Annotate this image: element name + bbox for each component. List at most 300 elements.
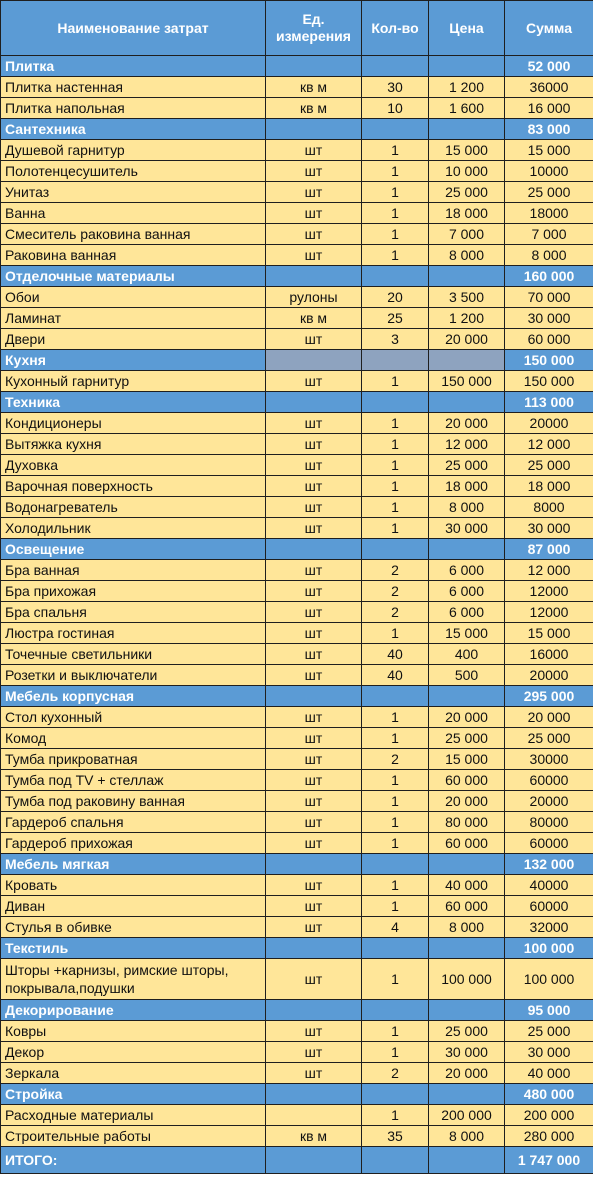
item-unit: шт (266, 707, 362, 728)
item-sum: 10000 (505, 161, 593, 182)
table-row (1, 581, 593, 602)
table-row (1, 497, 593, 518)
item-unit: шт (266, 770, 362, 791)
item-qty: 3 (362, 329, 429, 350)
item-unit: шт (266, 833, 362, 854)
category-title: Мебель корпусная (1, 686, 266, 707)
table-row (1, 287, 593, 308)
item-sum: 8 000 (505, 245, 593, 266)
item-name: Расходные материалы (1, 1105, 266, 1126)
category-total: 160 000 (505, 266, 593, 287)
category-total: 95 000 (505, 1000, 593, 1021)
item-sum: 12000 (505, 581, 593, 602)
item-qty: 1 (362, 896, 429, 917)
item-price: 8 000 (429, 1126, 505, 1147)
category-total: 132 000 (505, 854, 593, 875)
item-qty: 1 (362, 875, 429, 896)
item-name: Варочная поверхность (1, 476, 266, 497)
category-title: Плитка (1, 56, 266, 77)
table-row (1, 203, 593, 224)
item-name: Кондиционеры (1, 413, 266, 434)
header-row (1, 1, 593, 56)
item-qty: 1 (362, 497, 429, 518)
item-sum: 60000 (505, 833, 593, 854)
item-price: 30 000 (429, 1042, 505, 1063)
item-price: 60 000 (429, 833, 505, 854)
blank-cell (266, 1000, 362, 1021)
category-title: Декорирование (1, 1000, 266, 1021)
blank-cell (429, 392, 505, 413)
item-qty: 1 (362, 476, 429, 497)
category-total: 100 000 (505, 938, 593, 959)
table-row (1, 875, 593, 896)
table-row (1, 707, 593, 728)
table-row (1, 665, 593, 686)
item-sum: 12 000 (505, 560, 593, 581)
item-name: Плитка напольная (1, 98, 266, 119)
item-sum: 280 000 (505, 1126, 593, 1147)
item-sum: 20000 (505, 665, 593, 686)
item-sum: 70 000 (505, 287, 593, 308)
item-sum: 7 000 (505, 224, 593, 245)
blank-cell (362, 1000, 429, 1021)
item-name: Обои (1, 287, 266, 308)
item-sum: 32000 (505, 917, 593, 938)
blank-cell (429, 56, 505, 77)
item-price: 1 200 (429, 308, 505, 329)
blank-cell (266, 1084, 362, 1105)
item-qty: 1 (362, 455, 429, 476)
blank-cell (362, 119, 429, 140)
item-unit: шт (266, 896, 362, 917)
item-unit: шт (266, 161, 362, 182)
item-price: 15 000 (429, 623, 505, 644)
table-row (1, 1063, 593, 1084)
blank-cell (362, 56, 429, 77)
table-row (1, 77, 593, 98)
table-row (1, 434, 593, 455)
item-name: Смеситель раковина ванная (1, 224, 266, 245)
item-sum: 60000 (505, 770, 593, 791)
item-unit: шт (266, 665, 362, 686)
blank-cell (362, 392, 429, 413)
item-unit: шт (266, 623, 362, 644)
blank-cell (362, 1147, 429, 1174)
item-price: 150 000 (429, 371, 505, 392)
category-title: Отделочные материалы (1, 266, 266, 287)
item-qty: 2 (362, 749, 429, 770)
item-name: Кровать (1, 875, 266, 896)
blank-cell (362, 854, 429, 875)
item-price: 6 000 (429, 560, 505, 581)
item-name: Душевой гарнитур (1, 140, 266, 161)
item-price: 20 000 (429, 413, 505, 434)
category-row (1, 119, 593, 140)
item-sum: 40 000 (505, 1063, 593, 1084)
table-row (1, 1105, 593, 1126)
table-row (1, 917, 593, 938)
item-unit: кв м (266, 1126, 362, 1147)
table-row (1, 791, 593, 812)
item-name: Точечные светильники (1, 644, 266, 665)
item-qty: 1 (362, 833, 429, 854)
table-row (1, 728, 593, 749)
item-qty: 1 (362, 623, 429, 644)
table-row (1, 560, 593, 581)
table-row (1, 602, 593, 623)
item-qty: 25 (362, 308, 429, 329)
category-title: Стройка (1, 1084, 266, 1105)
category-row (1, 392, 593, 413)
item-unit: шт (266, 728, 362, 749)
table-row (1, 98, 593, 119)
item-unit: шт (266, 959, 362, 1000)
category-total: 150 000 (505, 350, 593, 371)
item-name: Ванна (1, 203, 266, 224)
item-sum: 8000 (505, 497, 593, 518)
item-qty: 1 (362, 812, 429, 833)
item-price: 15 000 (429, 749, 505, 770)
item-price: 25 000 (429, 455, 505, 476)
blank-cell (266, 854, 362, 875)
item-unit (266, 1105, 362, 1126)
table-row (1, 770, 593, 791)
item-unit: рулоны (266, 287, 362, 308)
category-title: Текстиль (1, 938, 266, 959)
item-price: 1 600 (429, 98, 505, 119)
item-name: Гардероб спальня (1, 812, 266, 833)
blank-cell (429, 350, 505, 371)
item-unit: шт (266, 791, 362, 812)
blank-cell (362, 539, 429, 560)
table-row (1, 140, 593, 161)
table-row (1, 308, 593, 329)
item-name: Бра ванная (1, 560, 266, 581)
blank-cell (429, 1084, 505, 1105)
item-unit: шт (266, 1042, 362, 1063)
item-price: 15 000 (429, 140, 505, 161)
item-price: 8 000 (429, 917, 505, 938)
item-unit: шт (266, 518, 362, 539)
table-row (1, 413, 593, 434)
blank-cell (362, 1084, 429, 1105)
item-name: Бра прихожая (1, 581, 266, 602)
item-unit: кв м (266, 77, 362, 98)
item-price: 3 500 (429, 287, 505, 308)
item-qty: 1 (362, 245, 429, 266)
item-sum: 15 000 (505, 140, 593, 161)
item-qty: 1 (362, 224, 429, 245)
item-name: Зеркала (1, 1063, 266, 1084)
category-total: 113 000 (505, 392, 593, 413)
item-sum: 25 000 (505, 182, 593, 203)
item-unit: шт (266, 749, 362, 770)
item-qty: 30 (362, 77, 429, 98)
grand-total-row (1, 1147, 593, 1174)
item-price: 6 000 (429, 581, 505, 602)
table-row (1, 245, 593, 266)
header-price: Цена (429, 1, 505, 56)
item-qty: 10 (362, 98, 429, 119)
item-qty: 20 (362, 287, 429, 308)
table-row (1, 644, 593, 665)
item-unit: шт (266, 245, 362, 266)
table-row (1, 812, 593, 833)
item-price: 20 000 (429, 1063, 505, 1084)
item-qty: 40 (362, 644, 429, 665)
item-qty: 1 (362, 1021, 429, 1042)
item-qty: 35 (362, 1126, 429, 1147)
item-sum: 12 000 (505, 434, 593, 455)
item-unit: шт (266, 413, 362, 434)
item-price: 25 000 (429, 1021, 505, 1042)
item-price: 60 000 (429, 896, 505, 917)
item-price: 6 000 (429, 602, 505, 623)
item-sum: 25 000 (505, 1021, 593, 1042)
item-unit: шт (266, 140, 362, 161)
table-row (1, 161, 593, 182)
blank-cell (266, 539, 362, 560)
category-title: Сантехника (1, 119, 266, 140)
item-qty: 1 (362, 140, 429, 161)
item-name: Унитаз (1, 182, 266, 203)
table-row (1, 455, 593, 476)
header-qty: Кол-во (362, 1, 429, 56)
item-unit: шт (266, 455, 362, 476)
item-price: 20 000 (429, 329, 505, 350)
item-sum: 12000 (505, 602, 593, 623)
item-name: Шторы +карнизы, римские шторы, покрывала,подушки (1, 959, 266, 1000)
item-sum: 20000 (505, 413, 593, 434)
item-qty: 2 (362, 581, 429, 602)
grand-total-label: ИТОГО: (1, 1147, 266, 1174)
item-qty: 1 (362, 413, 429, 434)
category-row (1, 350, 593, 371)
item-sum: 150 000 (505, 371, 593, 392)
blank-cell (266, 350, 362, 371)
table-row (1, 1126, 593, 1147)
blank-cell (266, 119, 362, 140)
item-sum: 36000 (505, 77, 593, 98)
item-qty: 1 (362, 707, 429, 728)
header-sum: Сумма (505, 1, 593, 56)
item-name: Декор (1, 1042, 266, 1063)
blank-cell (429, 1147, 505, 1174)
blank-cell (266, 266, 362, 287)
category-total: 52 000 (505, 56, 593, 77)
item-unit: шт (266, 224, 362, 245)
item-unit: шт (266, 203, 362, 224)
category-total: 87 000 (505, 539, 593, 560)
item-name: Духовка (1, 455, 266, 476)
item-name: Стол кухонный (1, 707, 266, 728)
item-name: Диван (1, 896, 266, 917)
category-row (1, 1084, 593, 1105)
item-qty: 1 (362, 203, 429, 224)
item-qty: 1 (362, 791, 429, 812)
item-name: Гардероб прихожая (1, 833, 266, 854)
table-row (1, 476, 593, 497)
table-row (1, 224, 593, 245)
item-name: Ламинат (1, 308, 266, 329)
item-price: 8 000 (429, 245, 505, 266)
item-price: 18 000 (429, 476, 505, 497)
item-qty: 1 (362, 1105, 429, 1126)
item-unit: шт (266, 434, 362, 455)
item-price: 10 000 (429, 161, 505, 182)
blank-cell (362, 266, 429, 287)
category-row (1, 266, 593, 287)
item-sum: 20000 (505, 791, 593, 812)
item-unit: шт (266, 371, 362, 392)
item-name: Холодильник (1, 518, 266, 539)
item-sum: 100 000 (505, 959, 593, 1000)
item-price: 40 000 (429, 875, 505, 896)
item-name: Плитка настенная (1, 77, 266, 98)
item-unit: шт (266, 875, 362, 896)
blank-cell (429, 539, 505, 560)
item-name: Раковина ванная (1, 245, 266, 266)
blank-cell (266, 938, 362, 959)
item-qty: 2 (362, 560, 429, 581)
item-qty: 1 (362, 770, 429, 791)
blank-cell (266, 1147, 362, 1174)
item-sum: 18 000 (505, 476, 593, 497)
category-row (1, 938, 593, 959)
item-name: Водонагреватель (1, 497, 266, 518)
item-name: Розетки и выключатели (1, 665, 266, 686)
category-row (1, 686, 593, 707)
item-unit: шт (266, 917, 362, 938)
category-row (1, 1000, 593, 1021)
blank-cell (362, 686, 429, 707)
item-sum: 30 000 (505, 308, 593, 329)
item-price: 12 000 (429, 434, 505, 455)
item-qty: 2 (362, 602, 429, 623)
table-row (1, 329, 593, 350)
item-unit: шт (266, 644, 362, 665)
item-price: 200 000 (429, 1105, 505, 1126)
item-qty: 1 (362, 434, 429, 455)
item-qty: 1 (362, 182, 429, 203)
category-total: 295 000 (505, 686, 593, 707)
table-row (1, 623, 593, 644)
item-unit: шт (266, 1021, 362, 1042)
blank-cell (266, 392, 362, 413)
table-row (1, 518, 593, 539)
item-price: 80 000 (429, 812, 505, 833)
table-row (1, 896, 593, 917)
item-price: 20 000 (429, 707, 505, 728)
category-total: 83 000 (505, 119, 593, 140)
item-name: Строительные работы (1, 1126, 266, 1147)
item-price: 25 000 (429, 182, 505, 203)
item-sum: 18000 (505, 203, 593, 224)
category-title: Мебель мягкая (1, 854, 266, 875)
blank-cell (429, 1000, 505, 1021)
item-unit: шт (266, 497, 362, 518)
item-sum: 30 000 (505, 1042, 593, 1063)
grand-total-value: 1 747 000 (505, 1147, 593, 1174)
blank-cell (429, 266, 505, 287)
item-name: Комод (1, 728, 266, 749)
item-name: Ковры (1, 1021, 266, 1042)
item-price: 400 (429, 644, 505, 665)
item-name: Тумба прикроватная (1, 749, 266, 770)
item-unit: шт (266, 560, 362, 581)
table-row (1, 182, 593, 203)
item-unit: кв м (266, 308, 362, 329)
blank-cell (266, 56, 362, 77)
item-price: 7 000 (429, 224, 505, 245)
category-row (1, 854, 593, 875)
table-row (1, 1021, 593, 1042)
item-name: Полотенцесушитель (1, 161, 266, 182)
item-sum: 60000 (505, 896, 593, 917)
item-unit: шт (266, 812, 362, 833)
item-price: 25 000 (429, 728, 505, 749)
blank-cell (429, 854, 505, 875)
item-sum: 25 000 (505, 728, 593, 749)
table-row (1, 749, 593, 770)
item-price: 8 000 (429, 497, 505, 518)
item-sum: 25 000 (505, 455, 593, 476)
item-sum: 30000 (505, 749, 593, 770)
table-footer (1, 1147, 593, 1174)
item-unit: кв м (266, 98, 362, 119)
item-sum: 200 000 (505, 1105, 593, 1126)
item-name: Бра спальня (1, 602, 266, 623)
item-name: Двери (1, 329, 266, 350)
item-qty: 1 (362, 518, 429, 539)
category-title: Техника (1, 392, 266, 413)
item-unit: шт (266, 476, 362, 497)
category-title: Кухня (1, 350, 266, 371)
table-row (1, 1042, 593, 1063)
table-row (1, 833, 593, 854)
header-unit: Ед. измерения (266, 1, 362, 56)
item-unit: шт (266, 1063, 362, 1084)
blank-cell (362, 350, 429, 371)
item-price: 30 000 (429, 518, 505, 539)
blank-cell (429, 686, 505, 707)
item-unit: шт (266, 329, 362, 350)
item-unit: шт (266, 581, 362, 602)
item-price: 18 000 (429, 203, 505, 224)
item-price: 500 (429, 665, 505, 686)
item-name: Вытяжка кухня (1, 434, 266, 455)
table-body (1, 56, 593, 1147)
category-total: 480 000 (505, 1084, 593, 1105)
item-qty: 40 (362, 665, 429, 686)
category-row (1, 56, 593, 77)
item-sum: 60 000 (505, 329, 593, 350)
item-qty: 2 (362, 1063, 429, 1084)
item-price: 60 000 (429, 770, 505, 791)
item-name: Кухонный гарнитур (1, 371, 266, 392)
item-price: 1 200 (429, 77, 505, 98)
table-row (1, 371, 593, 392)
item-sum: 80000 (505, 812, 593, 833)
blank-cell (429, 119, 505, 140)
item-sum: 16 000 (505, 98, 593, 119)
item-qty: 4 (362, 917, 429, 938)
blank-cell (362, 938, 429, 959)
category-row (1, 539, 593, 560)
item-name: Тумба под TV + стеллаж (1, 770, 266, 791)
table-row (1, 959, 593, 1000)
item-unit: шт (266, 182, 362, 203)
